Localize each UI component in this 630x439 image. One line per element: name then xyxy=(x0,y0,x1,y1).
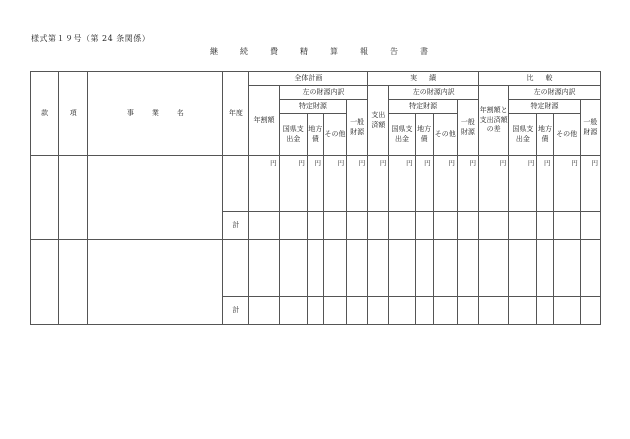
sub-header-tokutei-zaigen-1: 特定財源 xyxy=(279,100,346,114)
col-header-ippan-zaigen-1: 一般財源 xyxy=(347,100,368,156)
cell-kan-2[interactable] xyxy=(31,240,59,325)
cell-kan-1[interactable] xyxy=(31,156,59,240)
yen-unit: 円 xyxy=(479,156,509,212)
yen-unit: 円 xyxy=(509,156,537,212)
yen-unit: 円 xyxy=(368,156,389,212)
col-header-kou: 項 xyxy=(59,72,88,156)
col-header-sa: 年割額と支出済額の差 xyxy=(479,86,509,156)
col-header-sonota-1: その他 xyxy=(323,114,346,156)
yen-unit: 円 xyxy=(537,156,553,212)
col-header-nendo: 年度 xyxy=(223,72,249,156)
col-header-ippan-zaigen-2: 一般財源 xyxy=(457,100,478,156)
yen-unit: 円 xyxy=(347,156,368,212)
group-header-jisseki: 実績 xyxy=(368,72,479,86)
cell-kou-1[interactable] xyxy=(59,156,88,240)
yen-unit: 円 xyxy=(279,156,307,212)
col-header-chihousai-1: 地方債 xyxy=(307,114,323,156)
sub-header-tokutei-zaigen-2: 特定財源 xyxy=(389,100,457,114)
sub-header-hidari-naiyaku-3: 左の財源内訳 xyxy=(509,86,601,100)
yen-unit: 円 xyxy=(433,156,457,212)
sub-header-hidari-naiyaku-1: 左の財源内訳 xyxy=(279,86,368,100)
yen-unit: 円 xyxy=(415,156,433,212)
table-row xyxy=(31,156,601,212)
col-header-shishutsu-zumi-gaku: 支出済額 xyxy=(368,86,389,156)
col-header-ippan-zaigen-3: 一般財源 xyxy=(580,100,600,156)
form-number: 様式第１９号（第 24 条関係） xyxy=(31,34,151,43)
yen-unit: 円 xyxy=(249,156,279,212)
yen-unit: 円 xyxy=(580,156,600,212)
col-header-sonota-3: その他 xyxy=(553,114,580,156)
col-header-kokuken-2: 国県支出金 xyxy=(389,114,415,156)
cell-jigyou-mei-2[interactable] xyxy=(88,240,223,325)
cell-kou-2[interactable] xyxy=(59,240,88,325)
yen-unit: 円 xyxy=(389,156,415,212)
yen-unit: 円 xyxy=(457,156,478,212)
col-header-kokuken-1: 国県支出金 xyxy=(279,114,307,156)
cell-nendo-2[interactable] xyxy=(223,240,249,297)
col-header-kan: 款 xyxy=(31,72,59,156)
yen-unit: 円 xyxy=(307,156,323,212)
total-label: 計 xyxy=(223,212,249,240)
document-title: 継続費精算報告書 xyxy=(210,47,450,56)
sub-header-tokutei-zaigen-3: 特定財源 xyxy=(509,100,580,114)
col-header-nenwari-gaku: 年割額 xyxy=(249,86,279,156)
cell-nendo-1[interactable] xyxy=(223,156,249,212)
yen-unit: 円 xyxy=(553,156,580,212)
col-header-chihousai-2: 地方債 xyxy=(415,114,433,156)
col-header-sonota-2: その他 xyxy=(433,114,457,156)
group-header-zentai-keikaku: 全体計画 xyxy=(249,72,368,86)
col-header-jigyou-mei: 事業名 xyxy=(88,72,223,156)
total-label: 計 xyxy=(223,297,249,325)
settlement-report-table xyxy=(30,71,601,325)
col-header-kokuken-3: 国県支出金 xyxy=(509,114,537,156)
group-header-hikaku: 比較 xyxy=(479,72,601,86)
yen-unit: 円 xyxy=(323,156,346,212)
col-header-chihousai-3: 地方債 xyxy=(537,114,553,156)
sub-header-hidari-naiyaku-2: 左の財源内訳 xyxy=(389,86,479,100)
cell-jigyou-mei-1[interactable] xyxy=(88,156,223,240)
table-row xyxy=(31,240,601,297)
